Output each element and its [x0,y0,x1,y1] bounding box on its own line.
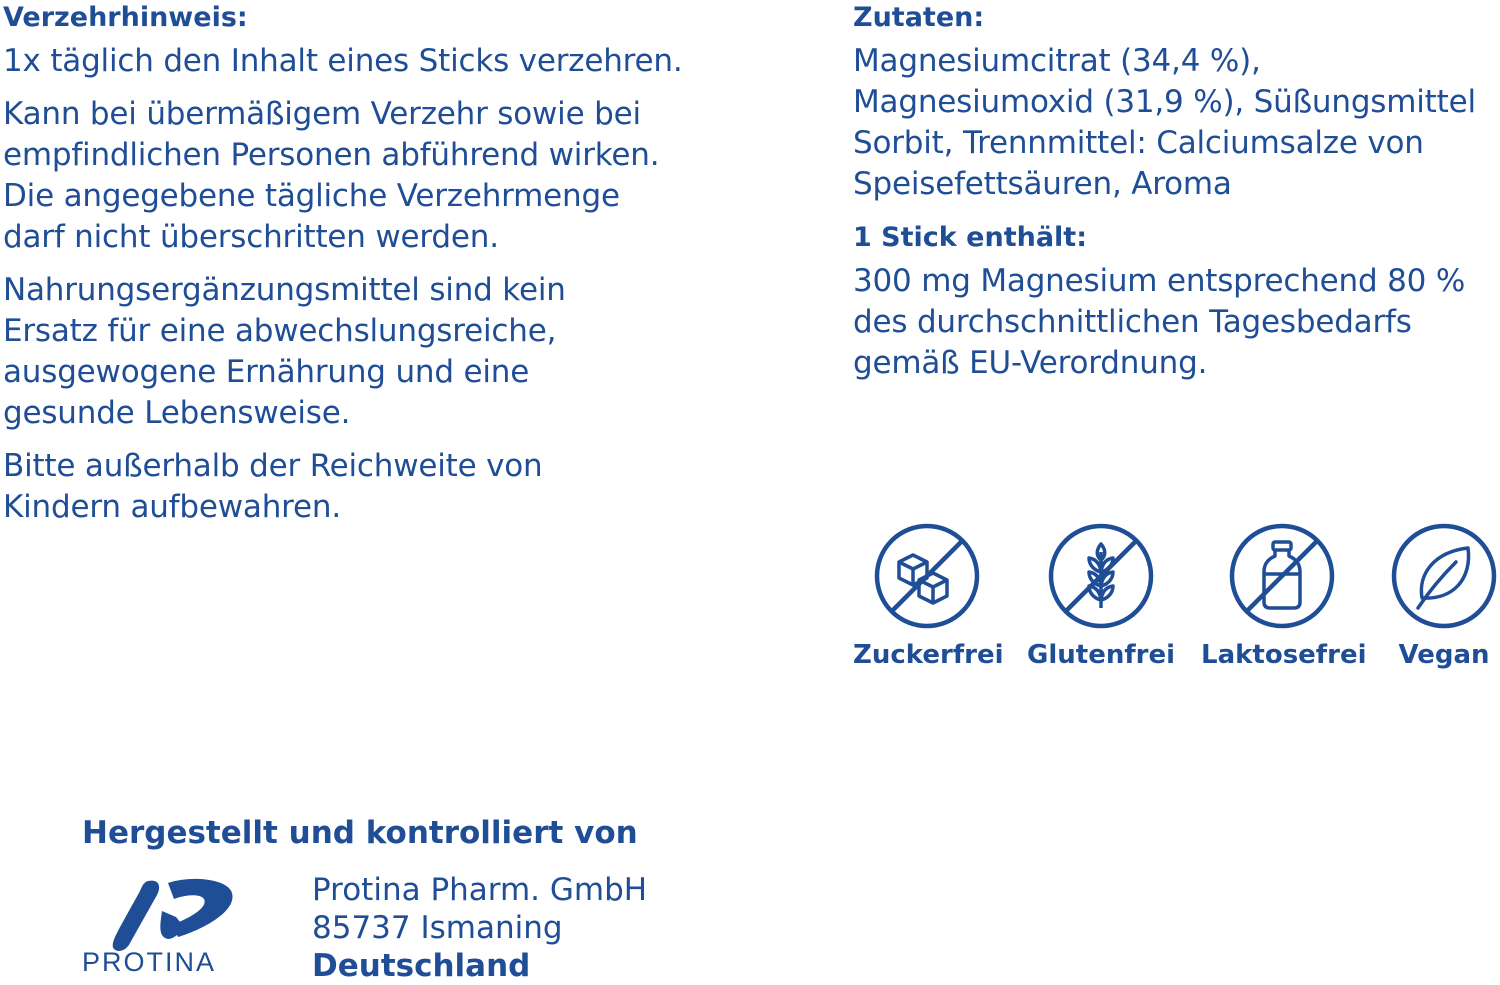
text-line: Speisefettsäuren, Aroma [853,166,1232,202]
ingredients-heading: Zutaten: [853,2,985,33]
text-line: Bitte außerhalb der Reichweite von [3,448,543,484]
badge-glutenfrei [1027,522,1175,672]
leaf-icon [1390,522,1498,630]
wheat-crossed-icon [1047,522,1155,630]
badge-row [853,522,1500,682]
badge-label: Zuckerfrei [853,640,1004,670]
text-line: darf nicht überschritten werden. [3,219,499,255]
text-line: 300 mg Magnesium entsprechend 80 % [853,263,1466,299]
usage-heading: Verzehrhinweis: [3,2,248,33]
milk-bottle-crossed-icon [1228,522,1336,630]
stick-text [853,261,1493,384]
ingredients-column [853,0,1493,384]
text-line: Ersatz für eine abwechslungsreiche, [3,313,557,349]
text-line: 1x täglich den Inhalt eines Sticks verzehren. [3,43,683,79]
text-line: Die angegebene tägliche Verzehrmenge [3,178,620,214]
text-line: empfindlichen Personen abführend wirken. [3,137,660,173]
badge-zuckerfrei [853,522,1004,672]
text-line: Magnesiumoxid (31,9 %), Süßungsmittel [853,84,1476,120]
badge-laktosefrei [1201,522,1367,672]
text-line: Magnesiumcitrat (34,4 %), [853,43,1261,79]
badge-label: Vegan [1398,640,1490,670]
warning-text [3,94,783,258]
manufacturer-block [82,813,782,984]
badge-label: Laktosefrei [1201,640,1367,670]
usage-text [3,41,783,82]
supplement-text [3,270,783,434]
ingredients-text [853,41,1493,205]
storage-text [3,446,783,528]
text-line: Kindern aufbewahren. [3,489,341,525]
text-line: des durchschnittlichen Tagesbedarfs [853,304,1412,340]
address-line: 85737 Ismaning [312,910,563,946]
text-line: ausgewogene Ernährung und eine [3,354,530,390]
text-line: Kann bei übermäßigem Verzehr sowie bei [3,96,641,132]
text-line: gesunde Lebensweise. [3,395,351,431]
text-line: gemäß EU-Verordnung. [853,345,1208,381]
address-line: Protina Pharm. GmbH [312,872,648,908]
badge-label: Glutenfrei [1027,640,1176,670]
stick-heading: 1 Stick enthält: [853,222,1087,253]
usage-column [3,0,783,528]
text-line: Sorbit, Trennmittel: Calciumsalze von [853,125,1424,161]
logo-wordmark: PROTINA [82,947,217,977]
manufacturer-address [312,871,647,985]
address-country: Deutschland [312,948,531,984]
sugar-cubes-crossed-icon [873,522,981,630]
manufacturer-title: Hergestellt und kontrolliert von [82,815,638,851]
text-line: Nahrungsergänzungsmittel sind kein [3,272,566,308]
badge-vegan [1388,522,1500,672]
